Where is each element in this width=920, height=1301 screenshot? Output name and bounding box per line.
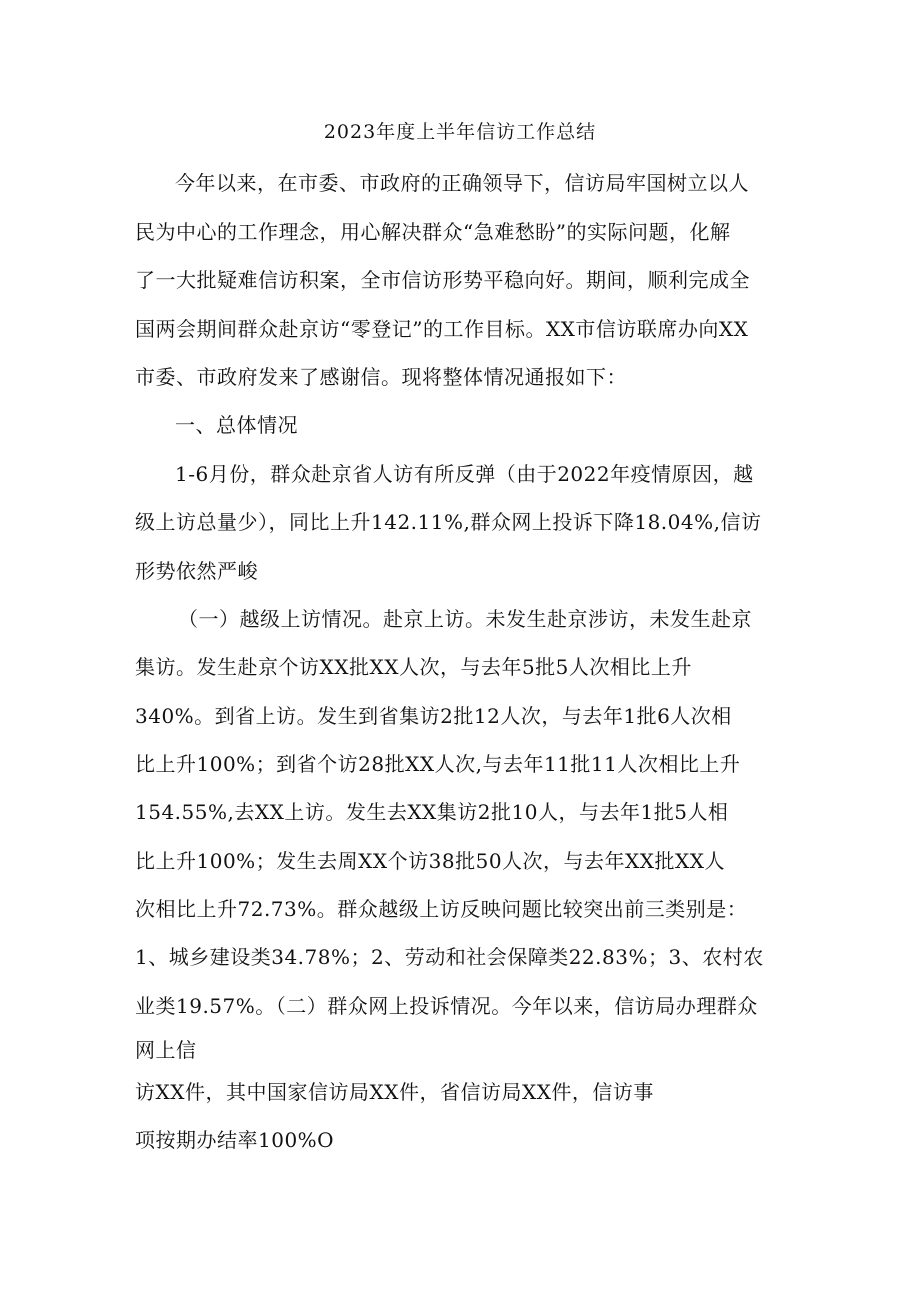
paragraph-line: 级上访总量少），同比上升142.11%,群众网上投诉下降18.04%,信访	[135, 510, 762, 534]
paragraph-line: 今年以来，在市委、市政府的正确领导下，信访局牢国树立以人	[175, 171, 749, 195]
paragraph-line: 1-6月份，群众赴京省人访有所反弹（由于2022年疫情原因，越	[175, 462, 754, 486]
paragraph-line: 比上升100%；发生去周XX个访38批50人次，与去年XX批XX人	[135, 849, 726, 873]
paragraph-line: 国两会期间群众赴京访“零登记”的工作目标。XX市信访联席办向XX	[135, 317, 749, 341]
paragraph-line: 项按期办结率100%O	[135, 1128, 335, 1152]
paragraph-line: 了一大批疑难信访积案，全市信访形势平稳向好。期间，顺利完成全	[135, 268, 750, 292]
section-heading: 一、总体情况	[175, 413, 298, 437]
paragraph-line: 340%。到省上访。发生到省集访2批12人次，与去年1批6人次相	[135, 704, 732, 728]
paragraph-line: 访XX件，其中国家信访局XX件，省信访局XX件，信访事	[135, 1080, 654, 1104]
paragraph-line: （一）越级上访情况。赴京上访。未发生赴京涉访，未发生赴京	[178, 607, 752, 631]
paragraph-line: 市委、市政府发来了感谢信。现将整体情况通报如下：	[135, 365, 627, 389]
paragraph-line: 形势依然严峻	[135, 559, 258, 583]
paragraph-line: 民为中心的工作理念，用心解决群众“急难愁盼”的实际问题，化解	[135, 220, 731, 244]
paragraph-line: 1、城乡建设类34.78%；2、劳动和社会保障类22.83%；3、农村农	[135, 945, 764, 969]
paragraph-line: 集访。发生赴京个访XX批XX人次，与去年5批5人次相比上升	[135, 655, 692, 679]
document-title: 2023年度上半年信访工作总结	[323, 121, 597, 143]
paragraph-line: 154.55%,去XX上访。发生去XX集访2批10人，与去年1批5人相	[135, 800, 729, 824]
paragraph-line: 业类19.57%。（二）群众网上投诉情况。今年以来，信访局办理群众	[135, 994, 758, 1018]
paragraph-line: 网上信	[135, 1038, 197, 1062]
paragraph-line: 次相比上升72.73%。群众越级上访反映问题比较突出前三类别是：	[135, 897, 748, 921]
paragraph-line: 比上升100%；到省个访28批XX人次,与去年11批11人次相比上升	[135, 752, 741, 776]
